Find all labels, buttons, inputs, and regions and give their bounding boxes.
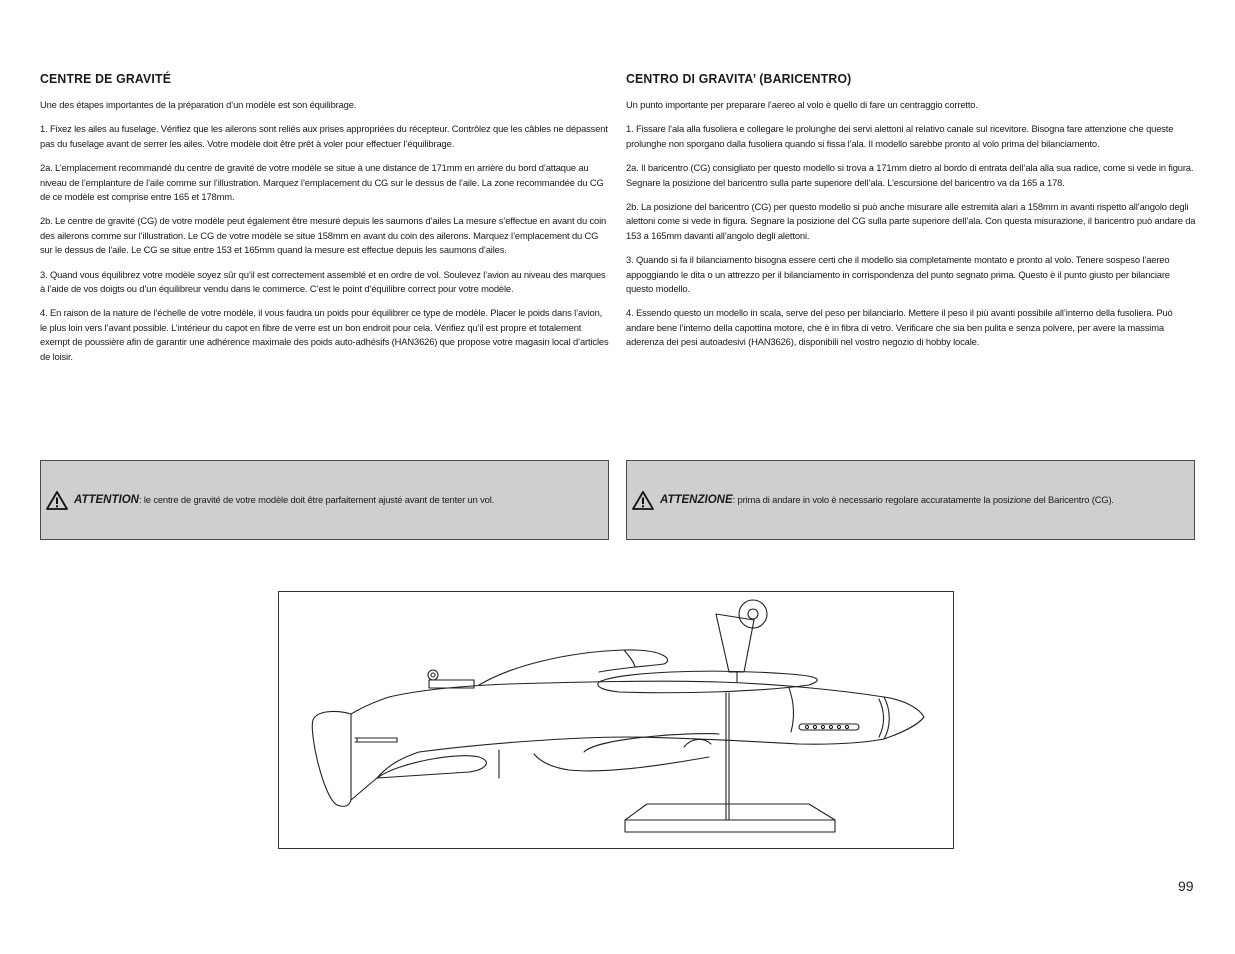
french-warning-text: [74, 494, 494, 506]
french-step-2a: 2a. L’emplacement recommandé du centre de gravité de votre modèle se situe à une distance de 171mm en arrière du bord d’attaque au niveau de l’emplanture de l’aile comme sur l’illustration. Marquez l’emplacement du CG sur le dessus de l’aile. La zone recommandée du CG de ce modèle est comprise entre 165 et 178mm.: [40, 162, 604, 203]
italian-step-1: 1. Fissare l’ala alla fusoliera e collegare le prolunghe dei servi alettoni al relativo canale sul ricevitore. Bisogna fare attenzione che queste prolunghe non sporgano dalla fusoliera quando si fissa l’ala. Il modello sarebbe pronto al volo prima del bilanciamento.: [626, 123, 1174, 149]
french-warning-box: [40, 460, 609, 540]
italian-warning-box: [626, 460, 1195, 540]
antenna-knob: [428, 670, 438, 680]
italian-warning-label: ATTENZIONE: [660, 494, 733, 506]
italian-intro: Un punto importante per preparare l’aereo al volo è quello di fare un centraggio corretto.: [626, 99, 978, 110]
tail-stabilizer: [377, 756, 486, 778]
italian-step-4: 4. Essendo questo un modello in scala, serve del peso per bilanciarlo. Mettere il peso il più avanti possibile all’interno della fusoliera. Può andare bene l’interno della capottina motore, che è in fibra di vetro. Verificare che sia ben pulita e senza polvere, per avere la massima aderenza dei pesi autoadesivi (HAN3626), disponibili nel vostro negozio di hobby locale.: [626, 307, 1173, 348]
canopy: [479, 650, 668, 685]
balancing-illustration: [278, 591, 954, 849]
french-step-3: 3. Quand vous équilibrez votre modèle soyez sûr qu’il est correctement assemblé et en ordre de vol. Soulevez l’avion au niveau des marques à l’aide de vos doigts ou d’un équilibreur vendu dans le commerce. C’est le point d’équilibre correct pour votre modèle.: [40, 268, 606, 295]
italian-step-2a: 2a. Il baricentro (CG) consigliato per questo modello si trova a 171mm dietro al bordo di entrata dell’ala alla sua radice, come si vede in figura. Segnare la posizione del baricentro sulla parte superiore dell’ala. L’escursione del baricentro va da 165 a 178.: [626, 162, 1194, 188]
balancer-hand: [716, 614, 754, 672]
french-title: CENTRE DE GRAVITÉ: [40, 72, 172, 86]
page-number: 99: [1178, 878, 1194, 894]
airplane-on-balancer-drawing: [279, 592, 953, 848]
italian-step-3: 3. Quando si fa il bilanciamento bisogna essere certi che il modello sia completamente montato e pronto al volo. Tenere sospeso l’aereo appoggiando le dita o un attrezzo per il bilanciamento in corrispondenza del punto segnato prima. Questo è il punto giusto per bilanciare questo modello.: [626, 254, 1170, 295]
italian-warning-body: : prima di andare in volo è necessario regolare accuratamente la posizione del Baricentro (CG).: [732, 494, 1114, 505]
french-warning-label: ATTENTION: [74, 494, 139, 506]
belly-scoop: [584, 734, 719, 752]
cowl-ring: [884, 697, 889, 739]
italian-title: CENTRO DI GRAVITA’ (BARICENTRO): [626, 72, 852, 86]
italian-column: [626, 72, 1198, 360]
french-warning-body: : le centre de gravité de votre modèle doit être parfaitement ajusté avant de tenter un vol.: [138, 494, 495, 505]
french-column: [40, 72, 610, 374]
french-intro: Une des étapes importantes de la préparation d’un modèle est son équilibrage.: [40, 99, 357, 110]
french-step-4: 4. En raison de la nature de l’échelle de votre modèle, il vous faudra un poids pour équilibrer ce type de modèle. Placer le poids dans l’avion, le plus loin vers l’avant possible. L’intérieur du capot en fibre de verre est un bon endroit pour cela. Vérifiez qu’il est propre et totalement exempt de poussière afin de garantir une adhérence maximale des poids auto-adhésifs (HAN3626) que propose votre magasin local d’articles de loisir.: [40, 307, 609, 362]
italian-step-2b: 2b. La posizione del baricentro (CG) per questo modello si può anche misurare alle estremità alari a 158mm in avanti rispetto all’angolo degli alettoni come si vede in figura. Segnare la posizione del CG sulla parte superiore dell’ala. Con questa misurazione, il baricentro può andare da 153 a 165mm davanti all’angolo degli alettoni.: [626, 201, 1196, 241]
french-step-1: 1. Fixez les ailes au fuselage. Vérifiez que les ailerons sont reliés aux prises appropriées du récepteur. Contrôlez que les câbles ne dépassent pas du fuselage avant de serrer les ailes. Votre modèle doit être prêt à voler pour effectuer l’équilibrage.: [40, 123, 608, 149]
italian-warning-text: [660, 494, 1114, 506]
balancer-base: [625, 804, 835, 832]
french-step-2b: 2b. Le centre de gravité (CG) de votre modèle peut également être mesuré depuis les saumons d’ailes La mesure s’effectue en avant du coin des ailerons comme sur l’illustration. Le CG de votre modèle se situe 158mm en avant du coin des ailerons. Marquez l’emplacement du CG sur le dessus de l’aile. Le CG se situe entre 153 et 165mm quand la mesure est effectue depuis les saumons d’ailes.: [40, 215, 607, 256]
fuselage-outline: [312, 681, 924, 806]
warning-triangle-icon: [632, 491, 654, 510]
warning-triangle-icon: [46, 491, 68, 510]
